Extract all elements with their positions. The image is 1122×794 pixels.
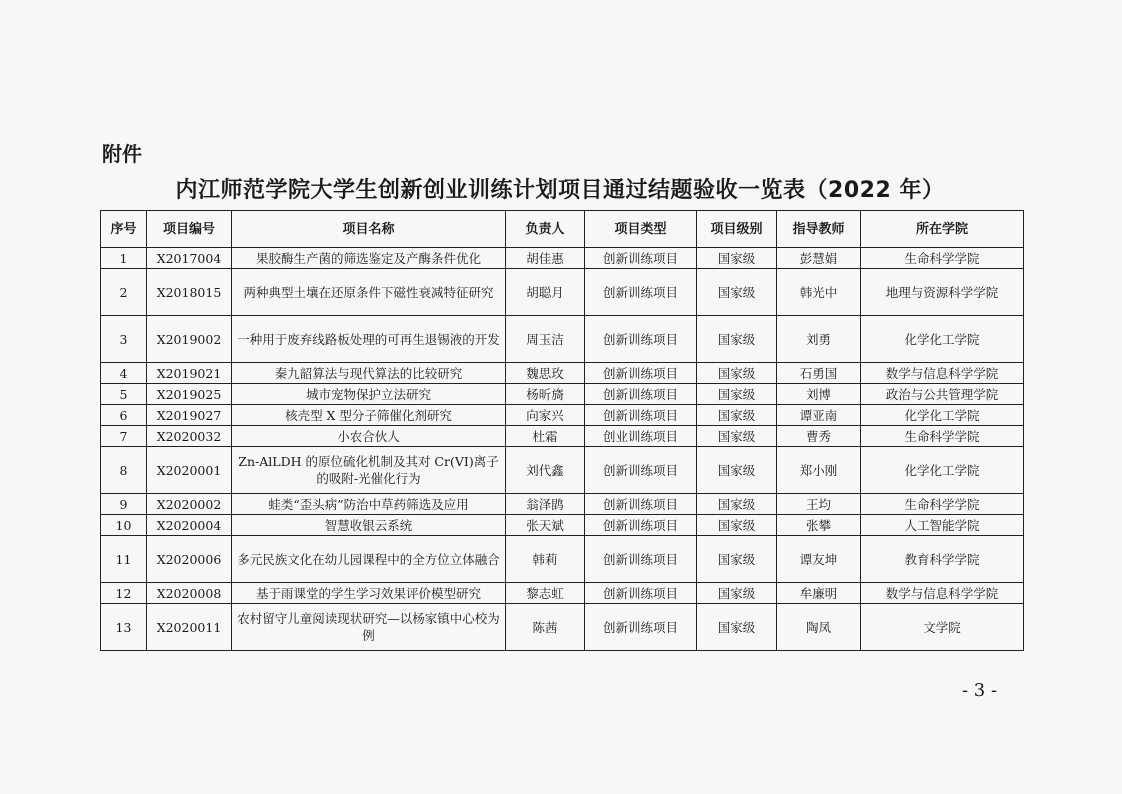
cell-project-level: 国家级 xyxy=(697,316,777,363)
cell-project-type: 创新训练项目 xyxy=(585,316,697,363)
cell-index: 12 xyxy=(101,583,147,604)
cell-leader: 翁泽鹍 xyxy=(506,494,585,515)
cell-college: 生命科学学院 xyxy=(861,248,1024,269)
cell-project-level: 国家级 xyxy=(697,494,777,515)
table-row xyxy=(101,604,1024,651)
cell-advisor: 谭友坤 xyxy=(777,536,861,583)
cell-project-name: 多元民族文化在幼儿园课程中的全方位立体融合 xyxy=(232,536,506,583)
cell-college: 政治与公共管理学院 xyxy=(861,384,1024,405)
header-advisor: 指导教师 xyxy=(777,211,861,248)
cell-index: 13 xyxy=(101,604,147,651)
cell-project-name: 农村留守儿童阅读现状研究—以杨家镇中心校为例 xyxy=(232,604,506,651)
table-row xyxy=(101,269,1024,316)
cell-project-code: X2019002 xyxy=(147,316,232,363)
cell-project-code: X2019021 xyxy=(147,363,232,384)
cell-project-level: 国家级 xyxy=(697,447,777,494)
cell-leader: 韩莉 xyxy=(506,536,585,583)
cell-index: 10 xyxy=(101,515,147,536)
cell-advisor: 谭亚南 xyxy=(777,405,861,426)
cell-project-code: X2020011 xyxy=(147,604,232,651)
header-index: 序号 xyxy=(101,211,147,248)
cell-project-type: 创新训练项目 xyxy=(585,363,697,384)
cell-advisor: 刘博 xyxy=(777,384,861,405)
cell-project-name: 城市宠物保护立法研究 xyxy=(232,384,506,405)
table-row xyxy=(101,447,1024,494)
cell-project-level: 国家级 xyxy=(697,384,777,405)
cell-advisor: 牟廉明 xyxy=(777,583,861,604)
cell-project-code: X2020032 xyxy=(147,426,232,447)
cell-index: 9 xyxy=(101,494,147,515)
cell-index: 2 xyxy=(101,269,147,316)
cell-project-code: X2020001 xyxy=(147,447,232,494)
cell-project-type: 创新训练项目 xyxy=(585,405,697,426)
header-project-code: 项目编号 xyxy=(147,211,232,248)
cell-project-code: X2020004 xyxy=(147,515,232,536)
table-row xyxy=(101,384,1024,405)
cell-leader: 杜霜 xyxy=(506,426,585,447)
cell-advisor: 曹秀 xyxy=(777,426,861,447)
attachment-label: 附件 xyxy=(102,142,142,166)
table-row xyxy=(101,405,1024,426)
header-project-type: 项目类型 xyxy=(585,211,697,248)
cell-college: 文学院 xyxy=(861,604,1024,651)
cell-leader: 陈茜 xyxy=(506,604,585,651)
header-leader: 负责人 xyxy=(506,211,585,248)
cell-project-name: 智慧收银云系统 xyxy=(232,515,506,536)
cell-project-level: 国家级 xyxy=(697,405,777,426)
cell-index: 1 xyxy=(101,248,147,269)
cell-project-type: 创新训练项目 xyxy=(585,604,697,651)
table-header-row xyxy=(101,211,1024,248)
cell-project-code: X2019025 xyxy=(147,384,232,405)
cell-project-type: 创新训练项目 xyxy=(585,583,697,604)
table-row xyxy=(101,248,1024,269)
cell-index: 7 xyxy=(101,426,147,447)
cell-college: 地理与资源科学学院 xyxy=(861,269,1024,316)
cell-project-name: 果胶酶生产菌的筛选鉴定及产酶条件优化 xyxy=(232,248,506,269)
cell-project-name: 小农合伙人 xyxy=(232,426,506,447)
document-title: 内江师范学院大学生创新创业训练计划项目通过结题验收一览表（2022 年） xyxy=(175,178,945,203)
table-row xyxy=(101,363,1024,384)
cell-project-code: X2020006 xyxy=(147,536,232,583)
cell-college: 数学与信息科学学院 xyxy=(861,363,1024,384)
header-project-level: 项目级别 xyxy=(697,211,777,248)
cell-index: 4 xyxy=(101,363,147,384)
cell-index: 3 xyxy=(101,316,147,363)
cell-leader: 张天斌 xyxy=(506,515,585,536)
cell-project-name: 一种用于废弃线路板处理的可再生退锡液的开发 xyxy=(232,316,506,363)
cell-project-level: 国家级 xyxy=(697,269,777,316)
cell-advisor: 韩光中 xyxy=(777,269,861,316)
cell-project-type: 创新训练项目 xyxy=(585,447,697,494)
cell-project-code: X2020002 xyxy=(147,494,232,515)
cell-leader: 胡佳惠 xyxy=(506,248,585,269)
cell-advisor: 彭慧娟 xyxy=(777,248,861,269)
table-row xyxy=(101,515,1024,536)
cell-leader: 杨昕旖 xyxy=(506,384,585,405)
cell-college: 教育科学学院 xyxy=(861,536,1024,583)
cell-project-name: Zn-AlLDH 的原位硫化机制及其对 Cr(VI)离子的吸附-光催化行为 xyxy=(232,447,506,494)
cell-project-code: X2019027 xyxy=(147,405,232,426)
cell-advisor: 刘勇 xyxy=(777,316,861,363)
cell-college: 人工智能学院 xyxy=(861,515,1024,536)
cell-project-level: 国家级 xyxy=(697,604,777,651)
cell-project-level: 国家级 xyxy=(697,536,777,583)
page-number: - 3 - xyxy=(962,680,998,701)
cell-leader: 向家兴 xyxy=(506,405,585,426)
cell-leader: 胡聪月 xyxy=(506,269,585,316)
cell-project-name: 秦九韶算法与现代算法的比较研究 xyxy=(232,363,506,384)
cell-project-code: X2018015 xyxy=(147,269,232,316)
cell-advisor: 石勇国 xyxy=(777,363,861,384)
cell-college: 化学化工学院 xyxy=(861,405,1024,426)
cell-index: 5 xyxy=(101,384,147,405)
cell-leader: 周玉洁 xyxy=(506,316,585,363)
cell-leader: 魏思玫 xyxy=(506,363,585,384)
cell-leader: 黎志虹 xyxy=(506,583,585,604)
cell-project-type: 创业训练项目 xyxy=(585,426,697,447)
table-row xyxy=(101,494,1024,515)
cell-project-name: 基于雨课堂的学生学习效果评价模型研究 xyxy=(232,583,506,604)
cell-project-type: 创新训练项目 xyxy=(585,248,697,269)
table-row xyxy=(101,426,1024,447)
cell-project-level: 国家级 xyxy=(697,363,777,384)
cell-project-level: 国家级 xyxy=(697,248,777,269)
cell-project-code: X2020008 xyxy=(147,583,232,604)
cell-project-name: 两种典型土壤在还原条件下磁性衰减特征研究 xyxy=(232,269,506,316)
cell-college: 生命科学学院 xyxy=(861,494,1024,515)
cell-college: 化学化工学院 xyxy=(861,316,1024,363)
cell-project-type: 创新训练项目 xyxy=(585,515,697,536)
cell-college: 生命科学学院 xyxy=(861,426,1024,447)
cell-project-type: 创新训练项目 xyxy=(585,494,697,515)
cell-advisor: 陶凤 xyxy=(777,604,861,651)
cell-advisor: 张攀 xyxy=(777,515,861,536)
cell-index: 6 xyxy=(101,405,147,426)
header-college: 所在学院 xyxy=(861,211,1024,248)
header-project-name: 项目名称 xyxy=(232,211,506,248)
cell-advisor: 王均 xyxy=(777,494,861,515)
cell-project-name: 核壳型 X 型分子筛催化剂研究 xyxy=(232,405,506,426)
cell-college: 化学化工学院 xyxy=(861,447,1024,494)
project-table xyxy=(100,210,1024,651)
table-row xyxy=(101,316,1024,363)
cell-project-name: 蛙类“歪头病”防治中草药筛选及应用 xyxy=(232,494,506,515)
cell-project-code: X2017004 xyxy=(147,248,232,269)
cell-project-type: 创新训练项目 xyxy=(585,269,697,316)
cell-project-level: 国家级 xyxy=(697,426,777,447)
table-row xyxy=(101,583,1024,604)
cell-advisor: 郑小刚 xyxy=(777,447,861,494)
cell-project-level: 国家级 xyxy=(697,583,777,604)
cell-project-type: 创新训练项目 xyxy=(585,384,697,405)
cell-project-type: 创新训练项目 xyxy=(585,536,697,583)
cell-college: 数学与信息科学学院 xyxy=(861,583,1024,604)
cell-leader: 刘代鑫 xyxy=(506,447,585,494)
cell-index: 11 xyxy=(101,536,147,583)
cell-project-level: 国家级 xyxy=(697,515,777,536)
table-row xyxy=(101,536,1024,583)
cell-index: 8 xyxy=(101,447,147,494)
